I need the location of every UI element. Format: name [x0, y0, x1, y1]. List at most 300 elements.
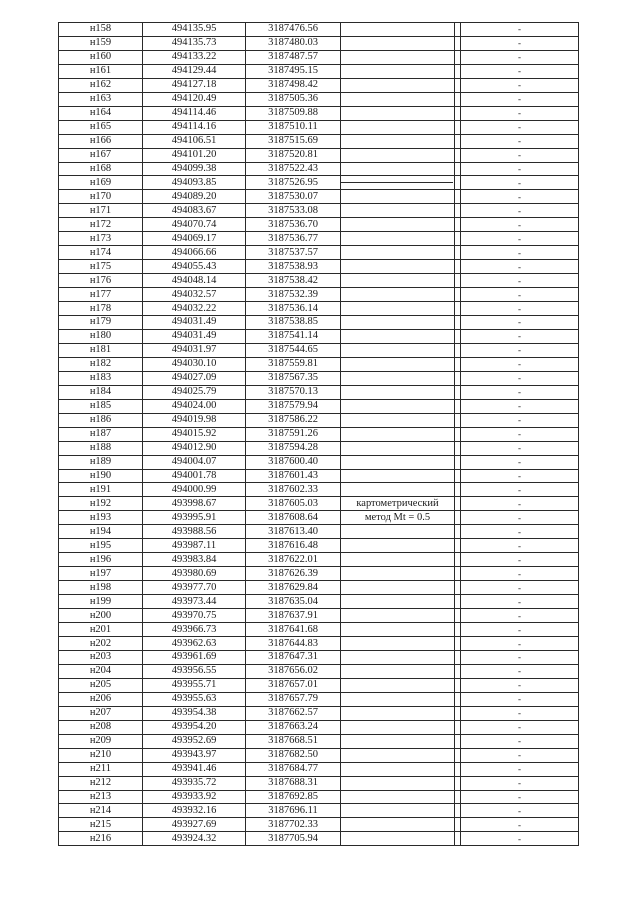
method-cell: [341, 120, 455, 134]
y-coordinate-cell: 3187657.01: [246, 678, 341, 692]
x-coordinate-cell: 493935.72: [143, 776, 246, 790]
y-coordinate-cell: 3187536.77: [246, 232, 341, 246]
x-coordinate-cell: 494032.22: [143, 302, 246, 316]
table-row: [59, 288, 579, 302]
mark-cell: -: [461, 218, 579, 232]
y-coordinate-cell: 3187509.88: [246, 106, 341, 120]
table-row: [59, 176, 579, 190]
method-cell: [341, 413, 455, 427]
y-coordinate-cell: 3187530.07: [246, 190, 341, 204]
y-coordinate-cell: 3187510.11: [246, 120, 341, 134]
x-coordinate-cell: 494069.17: [143, 232, 246, 246]
mark-cell: -: [461, 302, 579, 316]
point-name-cell: н192: [59, 497, 143, 511]
point-name-cell: н210: [59, 748, 143, 762]
mark-cell: -: [461, 441, 579, 455]
x-coordinate-cell: 494135.73: [143, 36, 246, 50]
mark-cell: -: [461, 818, 579, 832]
point-name-cell: н174: [59, 246, 143, 260]
method-cell: [341, 776, 455, 790]
x-coordinate-cell: 494101.20: [143, 148, 246, 162]
y-coordinate-cell: 3187586.22: [246, 413, 341, 427]
method-cell: [341, 288, 455, 302]
table-row: [59, 274, 579, 288]
table-row: [59, 692, 579, 706]
x-coordinate-cell: 494000.99: [143, 483, 246, 497]
mark-cell: -: [461, 427, 579, 441]
x-coordinate-cell: 493943.97: [143, 748, 246, 762]
y-coordinate-cell: 3187613.40: [246, 525, 341, 539]
coordinates-table-body: [59, 23, 579, 846]
x-coordinate-cell: 494114.16: [143, 120, 246, 134]
mark-cell: -: [461, 692, 579, 706]
table-row: [59, 650, 579, 664]
y-coordinate-cell: 3187538.93: [246, 260, 341, 274]
table-row: [59, 762, 579, 776]
method-cell: [341, 78, 455, 92]
mark-cell: -: [461, 762, 579, 776]
table-row: [59, 357, 579, 371]
table-row: [59, 316, 579, 330]
point-name-cell: н216: [59, 832, 143, 846]
point-name-cell: н213: [59, 790, 143, 804]
mark-cell: -: [461, 106, 579, 120]
y-coordinate-cell: 3187541.14: [246, 329, 341, 343]
y-coordinate-cell: 3187682.50: [246, 748, 341, 762]
x-coordinate-cell: 494025.79: [143, 385, 246, 399]
x-coordinate-cell: 493987.11: [143, 539, 246, 553]
mark-cell: -: [461, 399, 579, 413]
x-coordinate-cell: 494070.74: [143, 218, 246, 232]
table-row: [59, 329, 579, 343]
mark-cell: -: [461, 678, 579, 692]
x-coordinate-cell: 493980.69: [143, 567, 246, 581]
table-row: [59, 120, 579, 134]
x-coordinate-cell: 494114.46: [143, 106, 246, 120]
mark-cell: -: [461, 120, 579, 134]
method-cell: [341, 595, 455, 609]
mark-cell: -: [461, 357, 579, 371]
x-coordinate-cell: 494055.43: [143, 260, 246, 274]
mark-cell: -: [461, 720, 579, 734]
method-cell: [341, 832, 455, 846]
method-cell: [341, 567, 455, 581]
table-row: [59, 623, 579, 637]
mark-cell: -: [461, 497, 579, 511]
method-cell: [341, 232, 455, 246]
mark-cell: -: [461, 734, 579, 748]
mark-cell: -: [461, 232, 579, 246]
mark-cell: -: [461, 246, 579, 260]
mark-cell: -: [461, 329, 579, 343]
x-coordinate-cell: 493961.69: [143, 650, 246, 664]
y-coordinate-cell: 3187629.84: [246, 581, 341, 595]
x-coordinate-cell: 494031.49: [143, 329, 246, 343]
x-coordinate-cell: 493983.84: [143, 553, 246, 567]
point-name-cell: н168: [59, 162, 143, 176]
method-cell: [341, 455, 455, 469]
y-coordinate-cell: 3187644.83: [246, 637, 341, 651]
point-name-cell: н200: [59, 609, 143, 623]
method-column-divider: [340, 182, 453, 183]
mark-cell: -: [461, 148, 579, 162]
y-coordinate-cell: 3187600.40: [246, 455, 341, 469]
x-coordinate-cell: 494066.66: [143, 246, 246, 260]
method-cell: [341, 329, 455, 343]
x-coordinate-cell: 493954.38: [143, 706, 246, 720]
table-row: [59, 664, 579, 678]
x-coordinate-cell: 493973.44: [143, 595, 246, 609]
point-name-cell: н211: [59, 762, 143, 776]
point-name-cell: н187: [59, 427, 143, 441]
table-row: [59, 427, 579, 441]
point-name-cell: н169: [59, 176, 143, 190]
method-cell: [341, 399, 455, 413]
mark-cell: -: [461, 36, 579, 50]
point-name-cell: н171: [59, 204, 143, 218]
y-coordinate-cell: 3187559.81: [246, 357, 341, 371]
mark-cell: -: [461, 469, 579, 483]
mark-cell: -: [461, 92, 579, 106]
x-coordinate-cell: 493955.63: [143, 692, 246, 706]
table-row: [59, 371, 579, 385]
method-cell: [341, 623, 455, 637]
x-coordinate-cell: 493952.69: [143, 734, 246, 748]
method-cell: [341, 204, 455, 218]
table-row: [59, 637, 579, 651]
method-cell: [341, 246, 455, 260]
method-cell: [341, 664, 455, 678]
y-coordinate-cell: 3187487.57: [246, 50, 341, 64]
mark-cell: -: [461, 162, 579, 176]
method-cell: [341, 23, 455, 37]
y-coordinate-cell: 3187662.57: [246, 706, 341, 720]
x-coordinate-cell: 494099.38: [143, 162, 246, 176]
mark-cell: -: [461, 567, 579, 581]
point-name-cell: н203: [59, 650, 143, 664]
mark-cell: -: [461, 609, 579, 623]
mark-cell: -: [461, 413, 579, 427]
table-row: [59, 748, 579, 762]
x-coordinate-cell: 494027.09: [143, 371, 246, 385]
point-name-cell: н175: [59, 260, 143, 274]
table-row: [59, 148, 579, 162]
y-coordinate-cell: 3187702.33: [246, 818, 341, 832]
method-cell: [341, 581, 455, 595]
point-name-cell: н198: [59, 581, 143, 595]
table-row: [59, 567, 579, 581]
y-coordinate-cell: 3187668.51: [246, 734, 341, 748]
y-coordinate-cell: 3187684.77: [246, 762, 341, 776]
table-row: [59, 441, 579, 455]
table-row: [59, 706, 579, 720]
point-name-cell: н209: [59, 734, 143, 748]
method-cell: [341, 762, 455, 776]
point-name-cell: н172: [59, 218, 143, 232]
table-row: [59, 78, 579, 92]
point-name-cell: н199: [59, 595, 143, 609]
point-name-cell: н202: [59, 637, 143, 651]
x-coordinate-cell: 494089.20: [143, 190, 246, 204]
point-name-cell: н188: [59, 441, 143, 455]
y-coordinate-cell: 3187536.14: [246, 302, 341, 316]
y-coordinate-cell: 3187526.95: [246, 176, 341, 190]
point-name-cell: н201: [59, 623, 143, 637]
y-coordinate-cell: 3187522.43: [246, 162, 341, 176]
x-coordinate-cell: 494019.98: [143, 413, 246, 427]
method-cell: [341, 302, 455, 316]
mark-cell: -: [461, 64, 579, 78]
method-cell: [341, 357, 455, 371]
mark-cell: -: [461, 78, 579, 92]
method-cell: [341, 343, 455, 357]
point-name-cell: н173: [59, 232, 143, 246]
y-coordinate-cell: 3187641.68: [246, 623, 341, 637]
mark-cell: -: [461, 511, 579, 525]
x-coordinate-cell: 494031.49: [143, 316, 246, 330]
table-row: [59, 162, 579, 176]
table-row: [59, 832, 579, 846]
point-name-cell: н193: [59, 511, 143, 525]
x-coordinate-cell: 494120.49: [143, 92, 246, 106]
point-name-cell: н162: [59, 78, 143, 92]
point-name-cell: н204: [59, 664, 143, 678]
y-coordinate-cell: 3187696.11: [246, 804, 341, 818]
method-cell: [341, 483, 455, 497]
x-coordinate-cell: 493956.55: [143, 664, 246, 678]
point-name-cell: н205: [59, 678, 143, 692]
point-name-cell: н182: [59, 357, 143, 371]
point-name-cell: н161: [59, 64, 143, 78]
y-coordinate-cell: 3187537.57: [246, 246, 341, 260]
method-cell: [341, 525, 455, 539]
table-row: [59, 23, 579, 37]
method-cell: [341, 371, 455, 385]
method-cell: [341, 134, 455, 148]
method-cell: [341, 92, 455, 106]
mark-cell: -: [461, 343, 579, 357]
table-row: [59, 776, 579, 790]
method-cell: [341, 316, 455, 330]
y-coordinate-cell: 3187544.65: [246, 343, 341, 357]
table-row: [59, 385, 579, 399]
point-name-cell: н167: [59, 148, 143, 162]
x-coordinate-cell: 493941.46: [143, 762, 246, 776]
x-coordinate-cell: 493962.63: [143, 637, 246, 651]
y-coordinate-cell: 3187616.48: [246, 539, 341, 553]
mark-cell: -: [461, 539, 579, 553]
point-name-cell: н206: [59, 692, 143, 706]
x-coordinate-cell: 494093.85: [143, 176, 246, 190]
mark-cell: -: [461, 385, 579, 399]
point-name-cell: н184: [59, 385, 143, 399]
table-row: [59, 260, 579, 274]
method-cell: [341, 804, 455, 818]
method-cell: [341, 609, 455, 623]
method-cell: [341, 190, 455, 204]
y-coordinate-cell: 3187601.43: [246, 469, 341, 483]
x-coordinate-cell: 494024.00: [143, 399, 246, 413]
x-coordinate-cell: 494032.57: [143, 288, 246, 302]
method-cell: [341, 650, 455, 664]
method-cell: [341, 260, 455, 274]
mark-cell: -: [461, 190, 579, 204]
mark-cell: -: [461, 776, 579, 790]
point-name-cell: н214: [59, 804, 143, 818]
table-row: [59, 511, 579, 525]
y-coordinate-cell: 3187498.42: [246, 78, 341, 92]
table-row: [59, 483, 579, 497]
x-coordinate-cell: 493933.92: [143, 790, 246, 804]
y-coordinate-cell: 3187647.31: [246, 650, 341, 664]
y-coordinate-cell: 3187656.02: [246, 664, 341, 678]
table-row: [59, 190, 579, 204]
y-coordinate-cell: 3187533.08: [246, 204, 341, 218]
mark-cell: -: [461, 637, 579, 651]
mark-cell: -: [461, 553, 579, 567]
table-row: [59, 50, 579, 64]
method-cell: [341, 274, 455, 288]
point-name-cell: н164: [59, 106, 143, 120]
x-coordinate-cell: 494030.10: [143, 357, 246, 371]
table-row: [59, 497, 579, 511]
mark-cell: -: [461, 525, 579, 539]
y-coordinate-cell: 3187608.64: [246, 511, 341, 525]
mark-cell: -: [461, 483, 579, 497]
y-coordinate-cell: 3187688.31: [246, 776, 341, 790]
mark-cell: -: [461, 274, 579, 288]
point-name-cell: н208: [59, 720, 143, 734]
point-name-cell: н189: [59, 455, 143, 469]
y-coordinate-cell: 3187635.04: [246, 595, 341, 609]
mark-cell: -: [461, 204, 579, 218]
point-name-cell: н215: [59, 818, 143, 832]
point-name-cell: н158: [59, 23, 143, 37]
point-name-cell: н170: [59, 190, 143, 204]
method-cell: [341, 497, 455, 511]
mark-cell: -: [461, 832, 579, 846]
mark-cell: -: [461, 706, 579, 720]
x-coordinate-cell: 494048.14: [143, 274, 246, 288]
mark-cell: -: [461, 23, 579, 37]
point-name-cell: н178: [59, 302, 143, 316]
x-coordinate-cell: 494012.90: [143, 441, 246, 455]
point-name-cell: н212: [59, 776, 143, 790]
table-row: [59, 343, 579, 357]
table-row: [59, 134, 579, 148]
point-name-cell: н183: [59, 371, 143, 385]
table-row: [59, 469, 579, 483]
point-name-cell: н191: [59, 483, 143, 497]
mark-cell: -: [461, 288, 579, 302]
table-row: [59, 595, 579, 609]
table-row: [59, 106, 579, 120]
mark-cell: -: [461, 176, 579, 190]
method-cell: [341, 790, 455, 804]
y-coordinate-cell: 3187520.81: [246, 148, 341, 162]
point-name-cell: н194: [59, 525, 143, 539]
y-coordinate-cell: 3187505.36: [246, 92, 341, 106]
y-coordinate-cell: 3187476.56: [246, 23, 341, 37]
table-row: [59, 399, 579, 413]
table-row: [59, 609, 579, 623]
point-name-cell: н165: [59, 120, 143, 134]
method-cell: [341, 162, 455, 176]
method-cell: [341, 692, 455, 706]
coordinates-table: [58, 22, 579, 846]
method-accuracy-text: метод Mt = 0.5: [364, 512, 431, 524]
table-row: [59, 302, 579, 316]
method-cell: [341, 64, 455, 78]
y-coordinate-cell: 3187570.13: [246, 385, 341, 399]
table-row: [59, 553, 579, 567]
point-name-cell: н180: [59, 329, 143, 343]
x-coordinate-cell: 493977.70: [143, 581, 246, 595]
y-coordinate-cell: 3187692.85: [246, 790, 341, 804]
x-coordinate-cell: 493932.16: [143, 804, 246, 818]
point-name-cell: н159: [59, 36, 143, 50]
method-cell: [341, 106, 455, 120]
mark-cell: -: [461, 581, 579, 595]
table-row: [59, 246, 579, 260]
table-row: [59, 581, 579, 595]
y-coordinate-cell: 3187637.91: [246, 609, 341, 623]
table-row: [59, 734, 579, 748]
method-cell: [341, 553, 455, 567]
point-name-cell: н177: [59, 288, 143, 302]
y-coordinate-cell: 3187626.39: [246, 567, 341, 581]
x-coordinate-cell: 493988.56: [143, 525, 246, 539]
mark-cell: -: [461, 664, 579, 678]
point-name-cell: н207: [59, 706, 143, 720]
x-coordinate-cell: 494133.22: [143, 50, 246, 64]
y-coordinate-cell: 3187567.35: [246, 371, 341, 385]
table-row: [59, 790, 579, 804]
method-cell: [341, 148, 455, 162]
x-coordinate-cell: 494083.67: [143, 204, 246, 218]
mark-cell: -: [461, 790, 579, 804]
x-coordinate-cell: 494106.51: [143, 134, 246, 148]
method-name-text: картометрический: [356, 498, 439, 510]
mark-cell: -: [461, 595, 579, 609]
x-coordinate-cell: 494004.07: [143, 455, 246, 469]
x-coordinate-cell: 494015.92: [143, 427, 246, 441]
table-row: [59, 36, 579, 50]
y-coordinate-cell: 3187591.26: [246, 427, 341, 441]
mark-cell: -: [461, 50, 579, 64]
point-name-cell: н179: [59, 316, 143, 330]
method-cell: [341, 637, 455, 651]
y-coordinate-cell: 3187515.69: [246, 134, 341, 148]
method-cell: [341, 734, 455, 748]
mark-cell: -: [461, 316, 579, 330]
table-row: [59, 678, 579, 692]
table-row: [59, 204, 579, 218]
method-cell: [341, 427, 455, 441]
mark-cell: -: [461, 623, 579, 637]
table-row: [59, 818, 579, 832]
point-name-cell: н195: [59, 539, 143, 553]
point-name-cell: н163: [59, 92, 143, 106]
mark-cell: -: [461, 650, 579, 664]
table-row: [59, 64, 579, 78]
y-coordinate-cell: 3187495.15: [246, 64, 341, 78]
table-row: [59, 539, 579, 553]
x-coordinate-cell: 494031.97: [143, 343, 246, 357]
point-name-cell: н190: [59, 469, 143, 483]
y-coordinate-cell: 3187657.79: [246, 692, 341, 706]
y-coordinate-cell: 3187538.42: [246, 274, 341, 288]
